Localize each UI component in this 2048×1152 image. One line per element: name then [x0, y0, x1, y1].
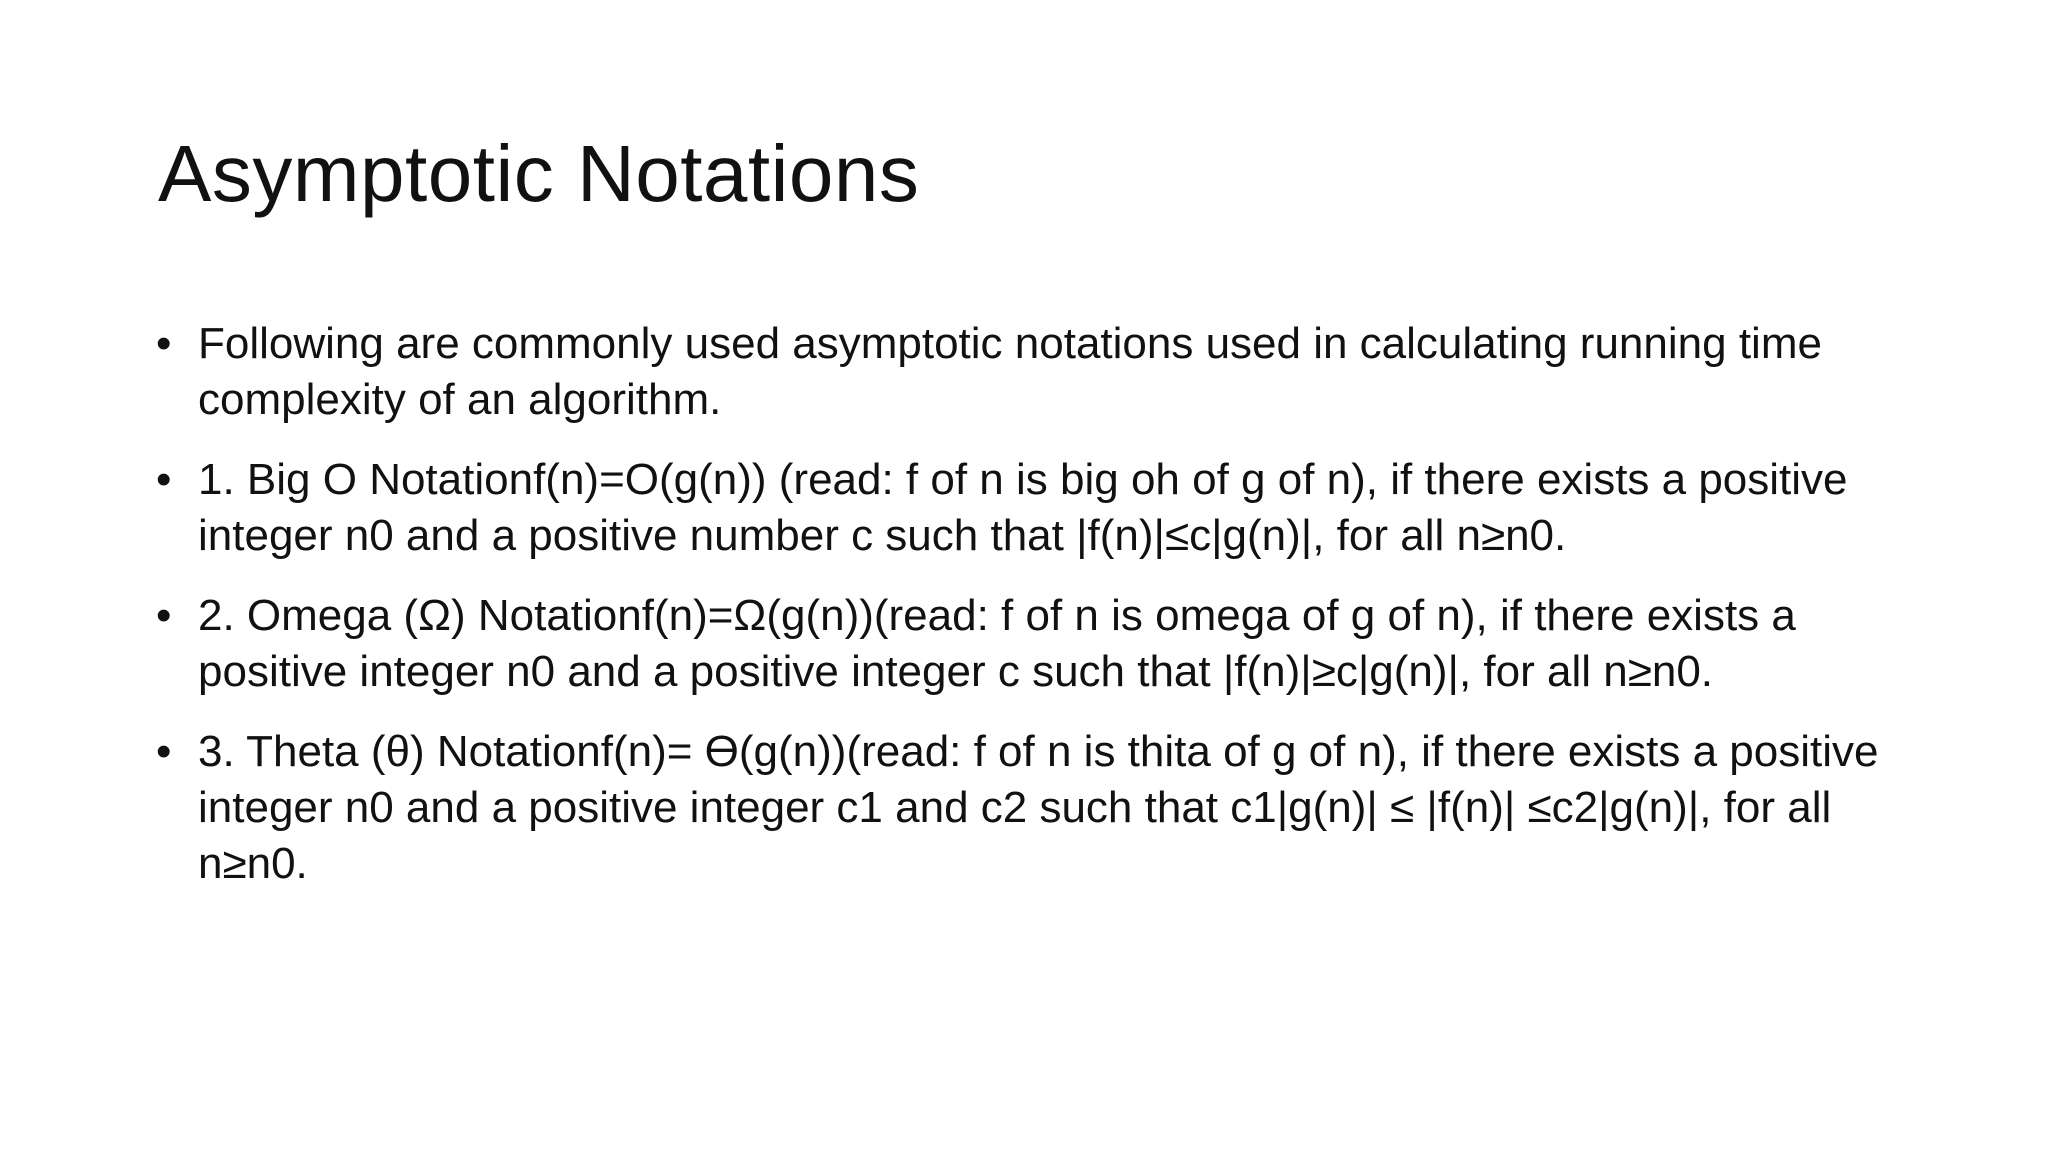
bullet-text: Following are commonly used asymptotic notations used in calculating running time complexity of an algorithm.	[198, 319, 1822, 424]
bullet-text: 2. Omega (Ω) Notationf(n)=Ω(g(n))(read: f of n is omega of g of n), if there exists a positive integer n0 and a positive integer c such that |f(n)|≥c|g(n)|, for all n≥n0.	[198, 591, 1796, 696]
bullet-icon: •	[156, 455, 172, 504]
bullet-text: 3. Theta (θ) Notationf(n)= ϴ(g(n))(read: f of n is thita of g of n), if there exists a positive integer n0 and a positive integer c1 and c2 such that c1|g(n)| ≤ |f(n)| ≤c2|g(n)|, for all n≥n0.	[198, 727, 1879, 888]
bullet-item-theta	[150, 724, 1940, 892]
slide-title: Asymptotic Notations	[158, 129, 920, 218]
bullet-list	[150, 316, 1940, 916]
bullet-icon: •	[156, 727, 172, 776]
bullet-item-big-o	[150, 452, 1940, 564]
bullet-icon: •	[156, 319, 172, 368]
bullet-icon: •	[156, 591, 172, 640]
bullet-item-omega	[150, 588, 1940, 700]
bullet-item-intro	[150, 316, 1940, 428]
bullet-text: 1. Big O Notationf(n)=O(g(n)) (read: f of n is big oh of g of n), if there exists a positive integer n0 and a positive number c such that |f(n)|≤c|g(n)|, for all n≥n0.	[198, 455, 1848, 560]
